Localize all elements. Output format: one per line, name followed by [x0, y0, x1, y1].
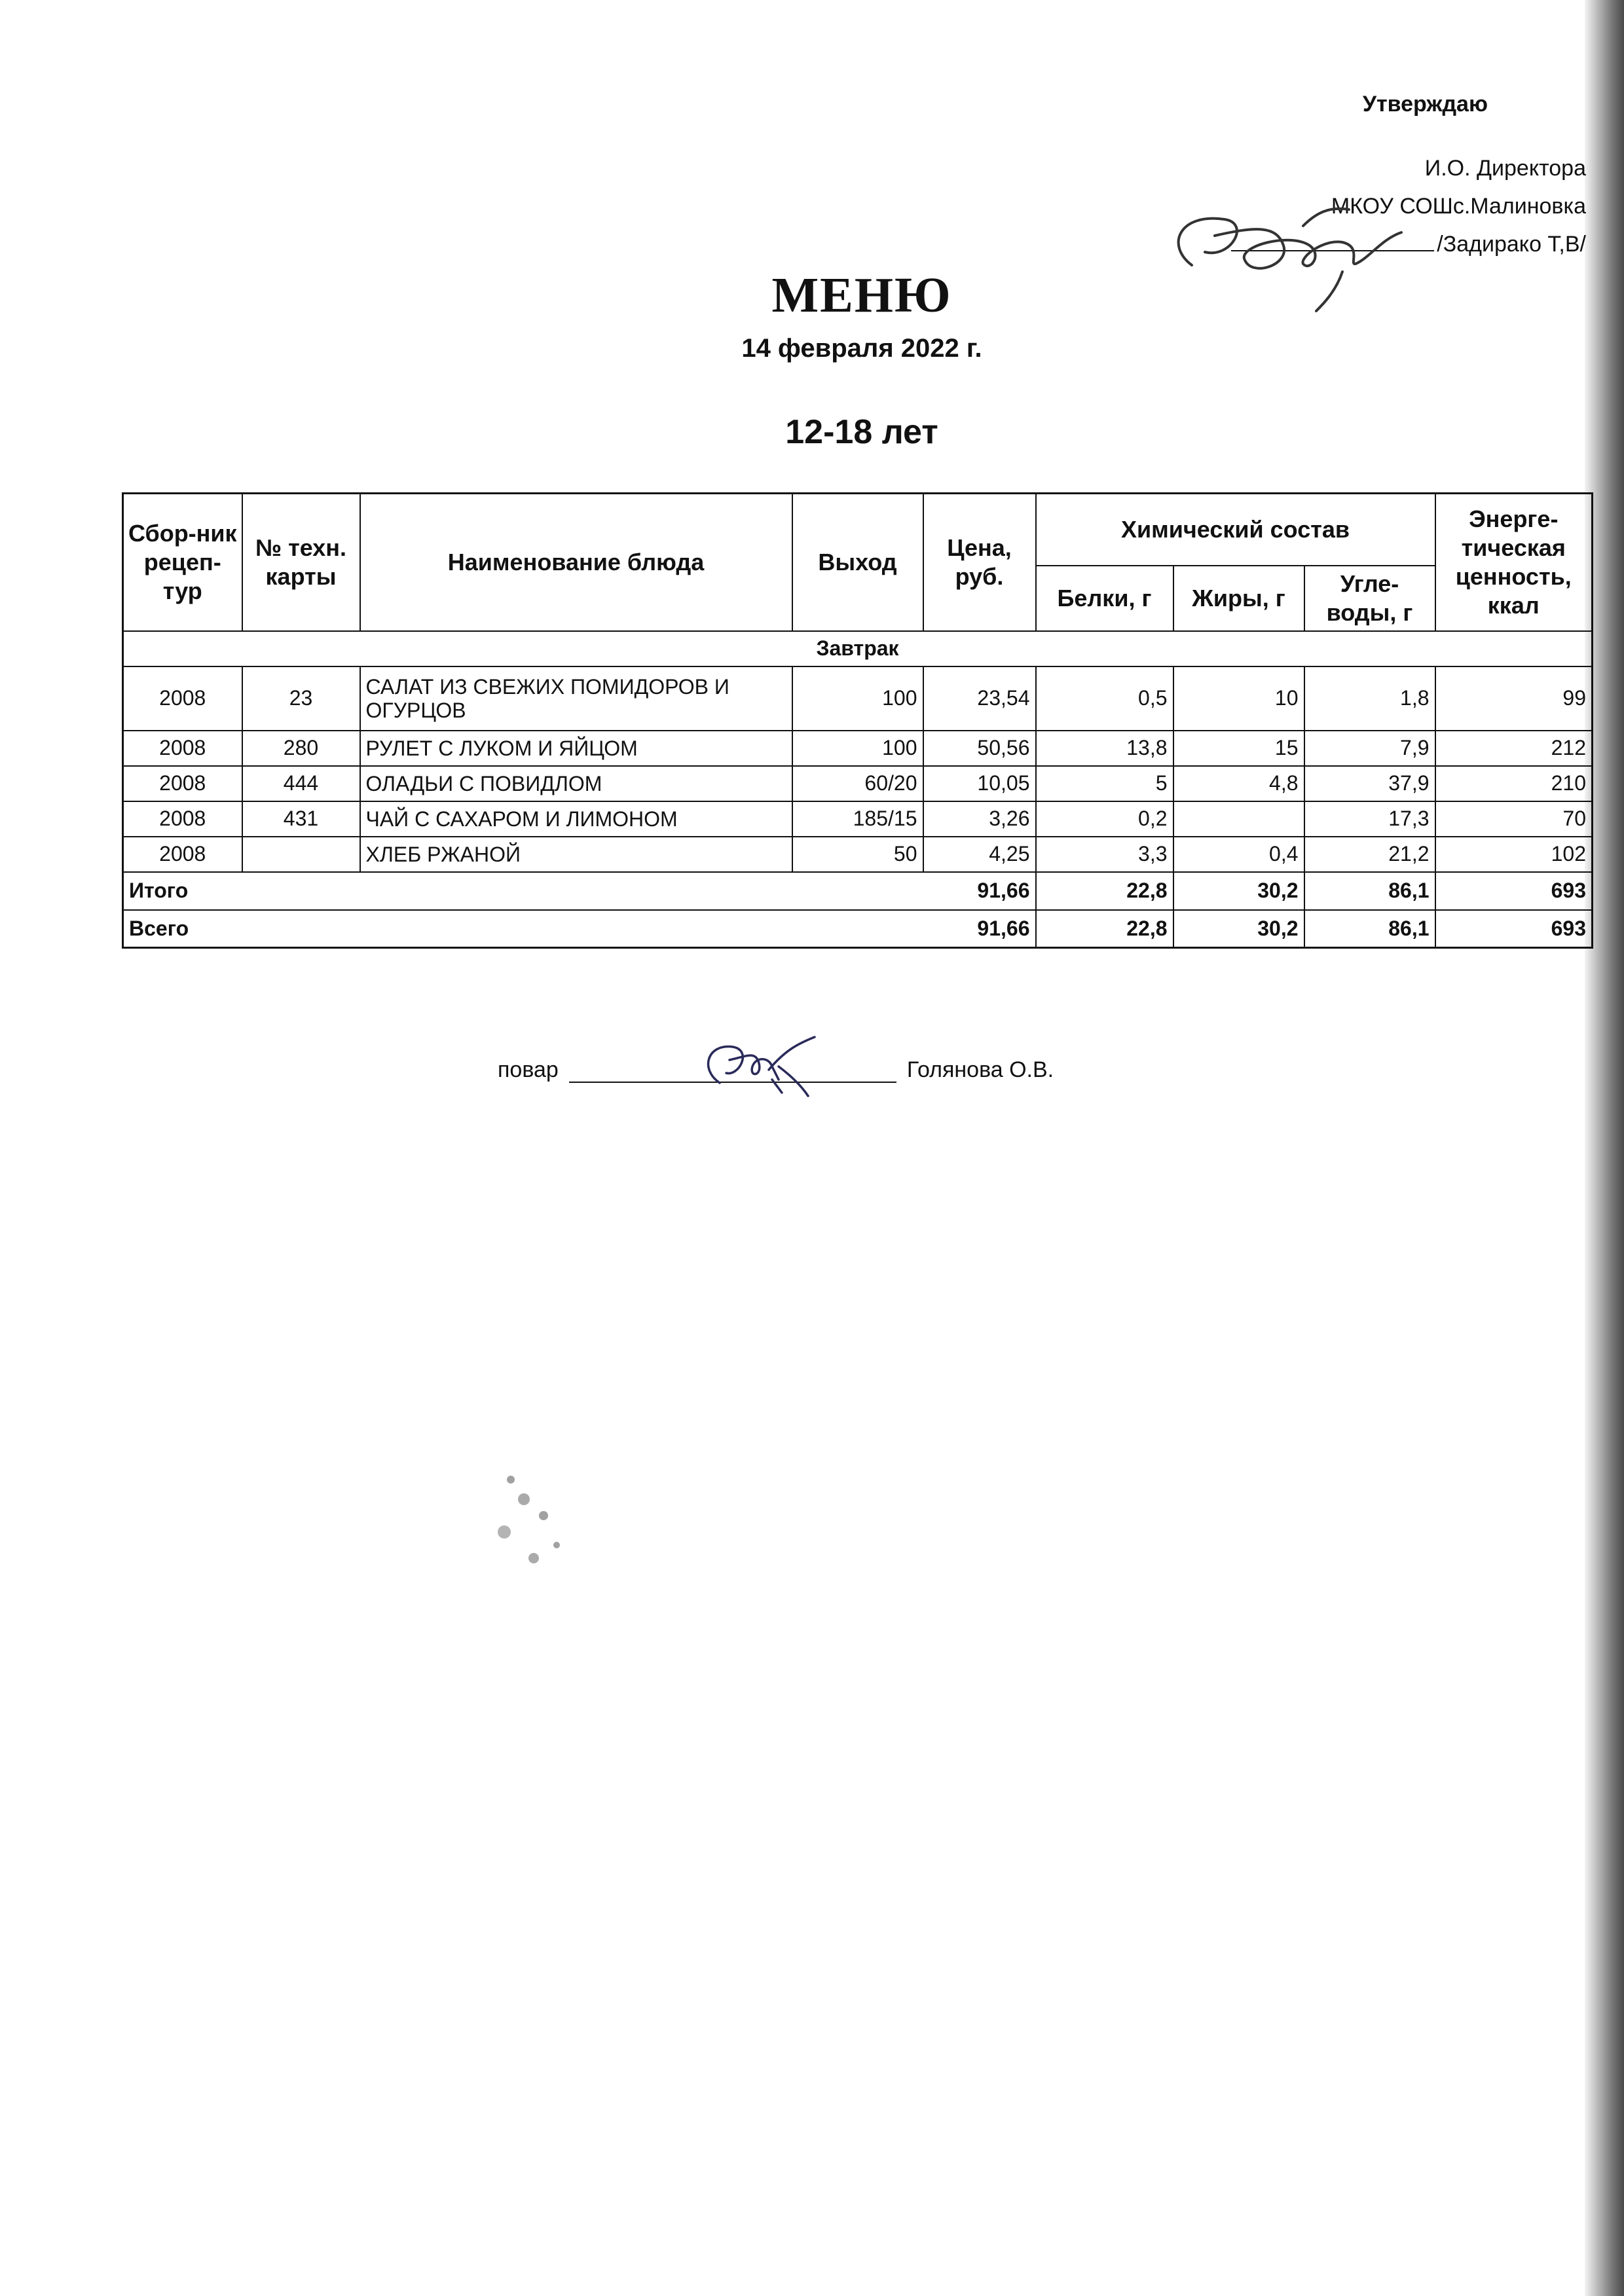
cook-name: Голянова О.В. — [906, 1057, 1054, 1082]
cell-carbs: 1,8 — [1304, 666, 1435, 731]
cell-carbs: 17,3 — [1304, 801, 1435, 837]
cell-energy: 102 — [1435, 837, 1593, 872]
column-header-portion: Выход — [792, 494, 923, 631]
cell-dish-name: ОЛАДЬИ С ПОВИДЛОМ — [360, 766, 792, 801]
cell-portion: 60/20 — [792, 766, 923, 801]
cell-energy: 212 — [1435, 731, 1593, 766]
cell-dish-name: РУЛЕТ С ЛУКОМ И ЯЙЦОМ — [360, 731, 792, 766]
column-header-proteins: Белки, г — [1036, 566, 1173, 631]
menu-table — [122, 492, 1593, 949]
cell-price: 50,56 — [923, 731, 1036, 766]
cook-role: повар — [498, 1057, 559, 1082]
column-header-collection: Сбор-ник рецеп-тур — [123, 494, 242, 631]
total-proteins: 22,8 — [1036, 910, 1173, 948]
subtotal-carbs: 86,1 — [1304, 872, 1435, 910]
total-price: 91,66 — [977, 916, 1030, 940]
subtotal-row — [123, 872, 1593, 910]
cell-price: 3,26 — [923, 801, 1036, 837]
cell-card-no: 431 — [242, 801, 360, 837]
cell-portion: 185/15 — [792, 801, 923, 837]
meal-section-title: Завтрак — [123, 631, 1593, 666]
cell-card-no: 280 — [242, 731, 360, 766]
cell-energy: 99 — [1435, 666, 1593, 731]
total-row — [123, 910, 1593, 948]
cell-portion: 50 — [792, 837, 923, 872]
cook-signature-line — [569, 1042, 896, 1083]
cell-collection: 2008 — [123, 801, 242, 837]
column-header-fats: Жиры, г — [1173, 566, 1304, 631]
cell-price: 10,05 — [923, 766, 1036, 801]
cell-collection: 2008 — [123, 837, 242, 872]
cell-dish-name: ЧАЙ С САХАРОМ И ЛИМОНОМ — [360, 801, 792, 837]
table-row — [123, 766, 1593, 801]
total-energy: 693 — [1435, 910, 1593, 948]
cell-price: 23,54 — [923, 666, 1036, 731]
column-header-chemical-composition: Химический состав — [1036, 494, 1435, 566]
cell-proteins: 13,8 — [1036, 731, 1173, 766]
cell-carbs: 21,2 — [1304, 837, 1435, 872]
cell-proteins: 0,5 — [1036, 666, 1173, 731]
column-header-energy: Энерге-тическая ценность, ккал — [1435, 494, 1593, 631]
cell-portion: 100 — [792, 666, 923, 731]
approval-organization: МКОУ СОШс.Малиновка — [1331, 194, 1586, 219]
column-header-card-no: № техн. карты — [242, 494, 360, 631]
cook-signature-row — [498, 1042, 1054, 1083]
column-header-dish-name: Наименование блюда — [360, 494, 792, 631]
subtotal-energy: 693 — [1435, 872, 1593, 910]
cell-proteins: 3,3 — [1036, 837, 1173, 872]
approval-name: /Задирако Т,В/ — [1437, 232, 1586, 257]
age-group: 12-18 лет — [785, 413, 938, 451]
cook-signature-icon — [693, 1030, 824, 1102]
cell-fats: 10 — [1173, 666, 1304, 731]
document-date: 14 февраля 2022 г. — [741, 334, 982, 363]
cell-energy: 210 — [1435, 766, 1593, 801]
cell-card-no: 444 — [242, 766, 360, 801]
column-header-carbs: Угле-воды, г — [1304, 566, 1435, 631]
total-fats: 30,2 — [1173, 910, 1304, 948]
subtotal-proteins: 22,8 — [1036, 872, 1173, 910]
subtotal-price: 91,66 — [977, 879, 1030, 902]
cell-energy: 70 — [1435, 801, 1593, 837]
meal-section-row — [123, 631, 1593, 666]
cell-dish-name: САЛАТ ИЗ СВЕЖИХ ПОМИДОРОВ И ОГУРЦОВ — [360, 666, 792, 731]
cell-collection: 2008 — [123, 666, 242, 731]
cell-fats — [1173, 801, 1304, 837]
table-row — [123, 731, 1593, 766]
table-row — [123, 837, 1593, 872]
cell-carbs: 7,9 — [1304, 731, 1435, 766]
cell-portion: 100 — [792, 731, 923, 766]
subtotal-label — [123, 872, 1036, 910]
table-row — [123, 666, 1593, 731]
cell-dish-name: ХЛЕБ РЖАНОЙ — [360, 837, 792, 872]
subtotal-label-text: Итого — [129, 879, 189, 902]
approval-title: Утверждаю — [1362, 92, 1488, 117]
cell-card-no: 23 — [242, 666, 360, 731]
cell-proteins: 5 — [1036, 766, 1173, 801]
total-carbs: 86,1 — [1304, 910, 1435, 948]
table-row — [123, 801, 1593, 837]
cell-fats: 0,4 — [1173, 837, 1304, 872]
cell-price: 4,25 — [923, 837, 1036, 872]
cell-collection: 2008 — [123, 731, 242, 766]
approval-position: И.О. Директора — [1424, 156, 1586, 181]
cell-proteins: 0,2 — [1036, 801, 1173, 837]
cell-fats: 4,8 — [1173, 766, 1304, 801]
cell-collection: 2008 — [123, 766, 242, 801]
total-label-text: Всего — [129, 916, 189, 940]
document-title: МЕНЮ — [771, 268, 952, 323]
cell-card-no — [242, 837, 360, 872]
column-header-price: Цена, руб. — [923, 494, 1036, 631]
scan-smudge-icon — [471, 1453, 602, 1571]
total-label — [123, 910, 1036, 948]
cell-carbs: 37,9 — [1304, 766, 1435, 801]
cell-fats: 15 — [1173, 731, 1304, 766]
subtotal-fats: 30,2 — [1173, 872, 1304, 910]
